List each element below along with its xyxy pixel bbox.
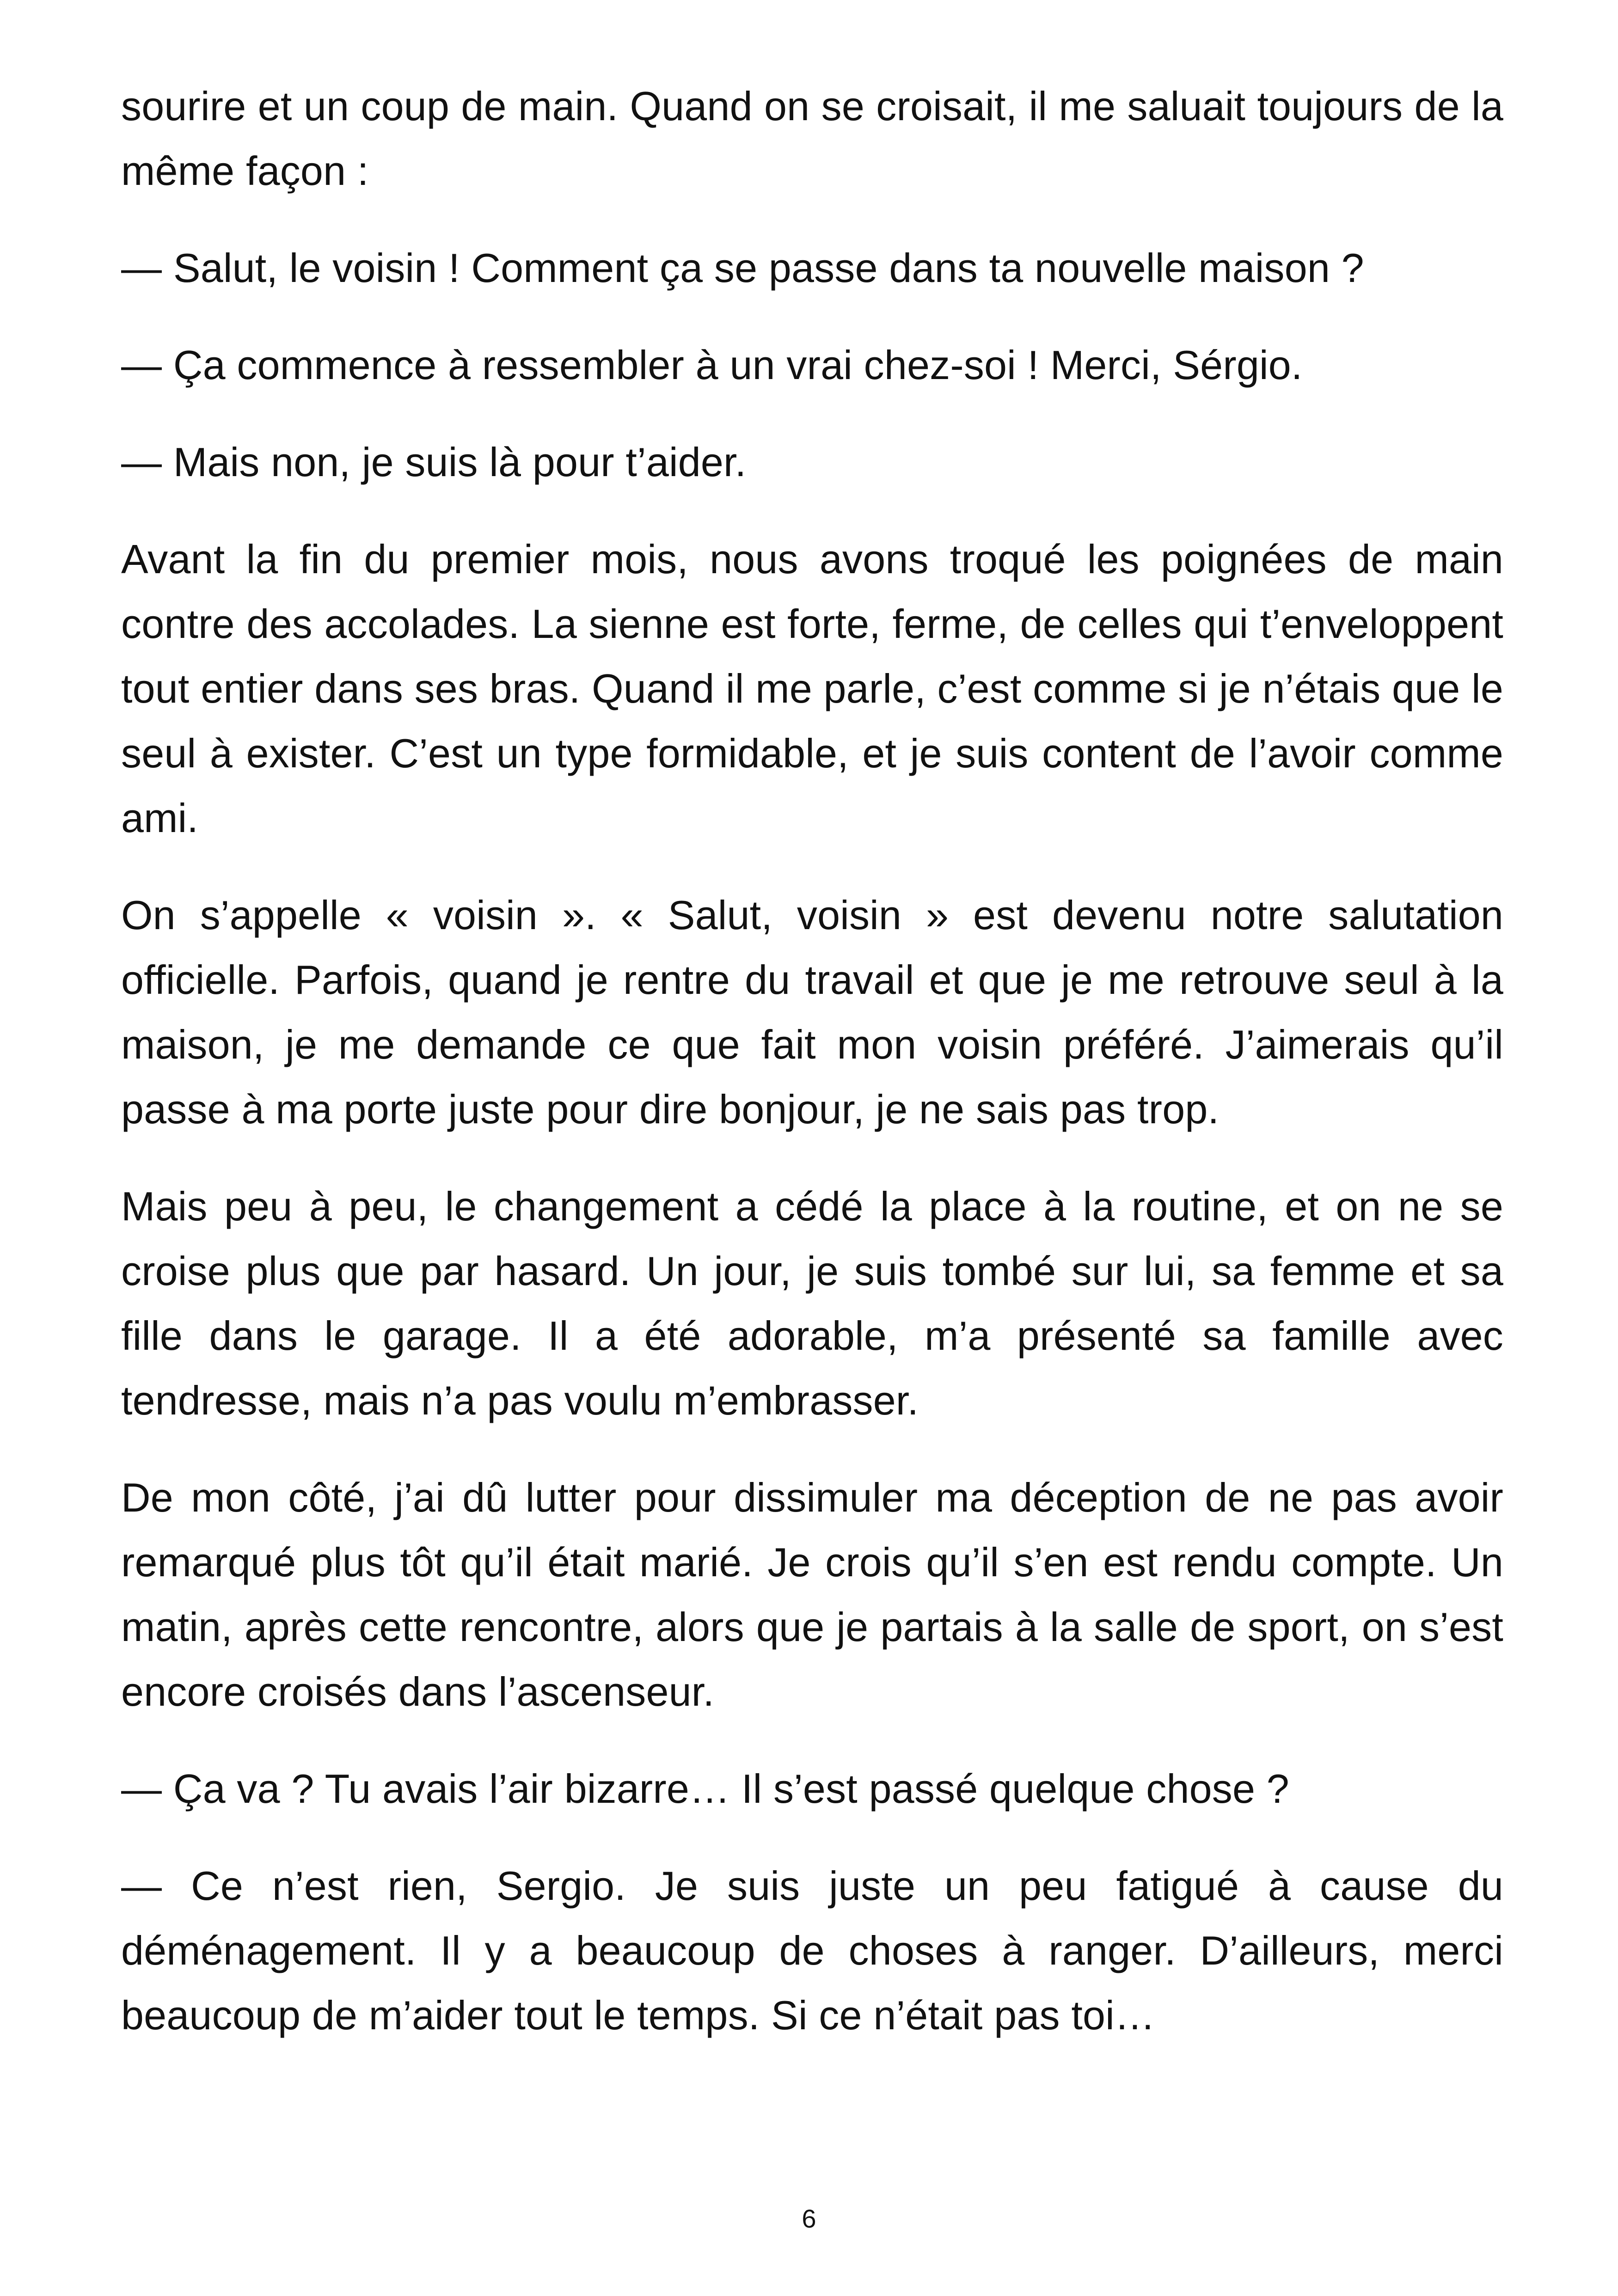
paragraph: Avant la fin du premier mois, nous avons troqué les poignées de main contre des accolades. La sienne est forte, ferme, de celles qui t’enveloppent tout entier dans ses bras. Quand il me parle, c’est comme si je n’étais que le seul à exister. C’est un type formidable, et je suis content de l’avoir comme ami. — [121, 536, 1503, 841]
body-text — [121, 74, 1503, 2080]
dialogue-line: — Mais non, je suis là pour t’aider. — [121, 439, 747, 485]
paragraph: sourire et un coup de main. Quand on se croisait, il me saluait toujours de la même façon : — [121, 83, 1503, 194]
dialogue-line: — Ça va ? Tu avais l’air bizarre… Il s’est passé quelque chose ? — [121, 1766, 1289, 1812]
page-number: 6 — [802, 2204, 816, 2233]
paragraph: De mon côté, j’ai dû lutter pour dissimuler ma déception de ne pas avoir remarqué plus tôt qu’il était marié. Je crois qu’il s’en est rendu compte. Un matin, après cette rencontre, alors que je partais à la salle de sport, on s’est encore croisés dans l’ascenseur. — [121, 1475, 1503, 1714]
paragraph: Mais peu à peu, le changement a cédé la place à la routine, et on ne se croise plus que par hasard. Un jour, je suis tombé sur lui, sa femme et sa fille dans le garage. Il a été adorable, m’a présenté sa famille avec tendresse, mais n’a pas voulu m’embrasser. — [121, 1183, 1503, 1423]
paragraph: On s’appelle « voisin ». « Salut, voisin » est devenu notre salutation officielle. Parfois, quand je rentre du travail et que je me retrouve seul à la maison, je me demande ce que fait mon voisin préféré. J’aimerais qu’il passe à ma porte juste pour dire bonjour, je ne sais pas trop. — [121, 892, 1503, 1132]
dialogue-line: — Salut, le voisin ! Comment ça se passe dans ta nouvelle maison ? — [121, 245, 1364, 291]
dialogue-paragraph: — Ce n’est rien, Sergio. Je suis juste un peu fatigué à cause du déménagement. Il y a beaucoup de choses à ranger. D’ailleurs, merci beaucoup de m’aider tout le temps. Si ce n’était pas toi… — [121, 1863, 1503, 2038]
dialogue-line: — Ça commence à ressembler à un vrai chez-soi ! Merci, Sérgio. — [121, 342, 1303, 388]
